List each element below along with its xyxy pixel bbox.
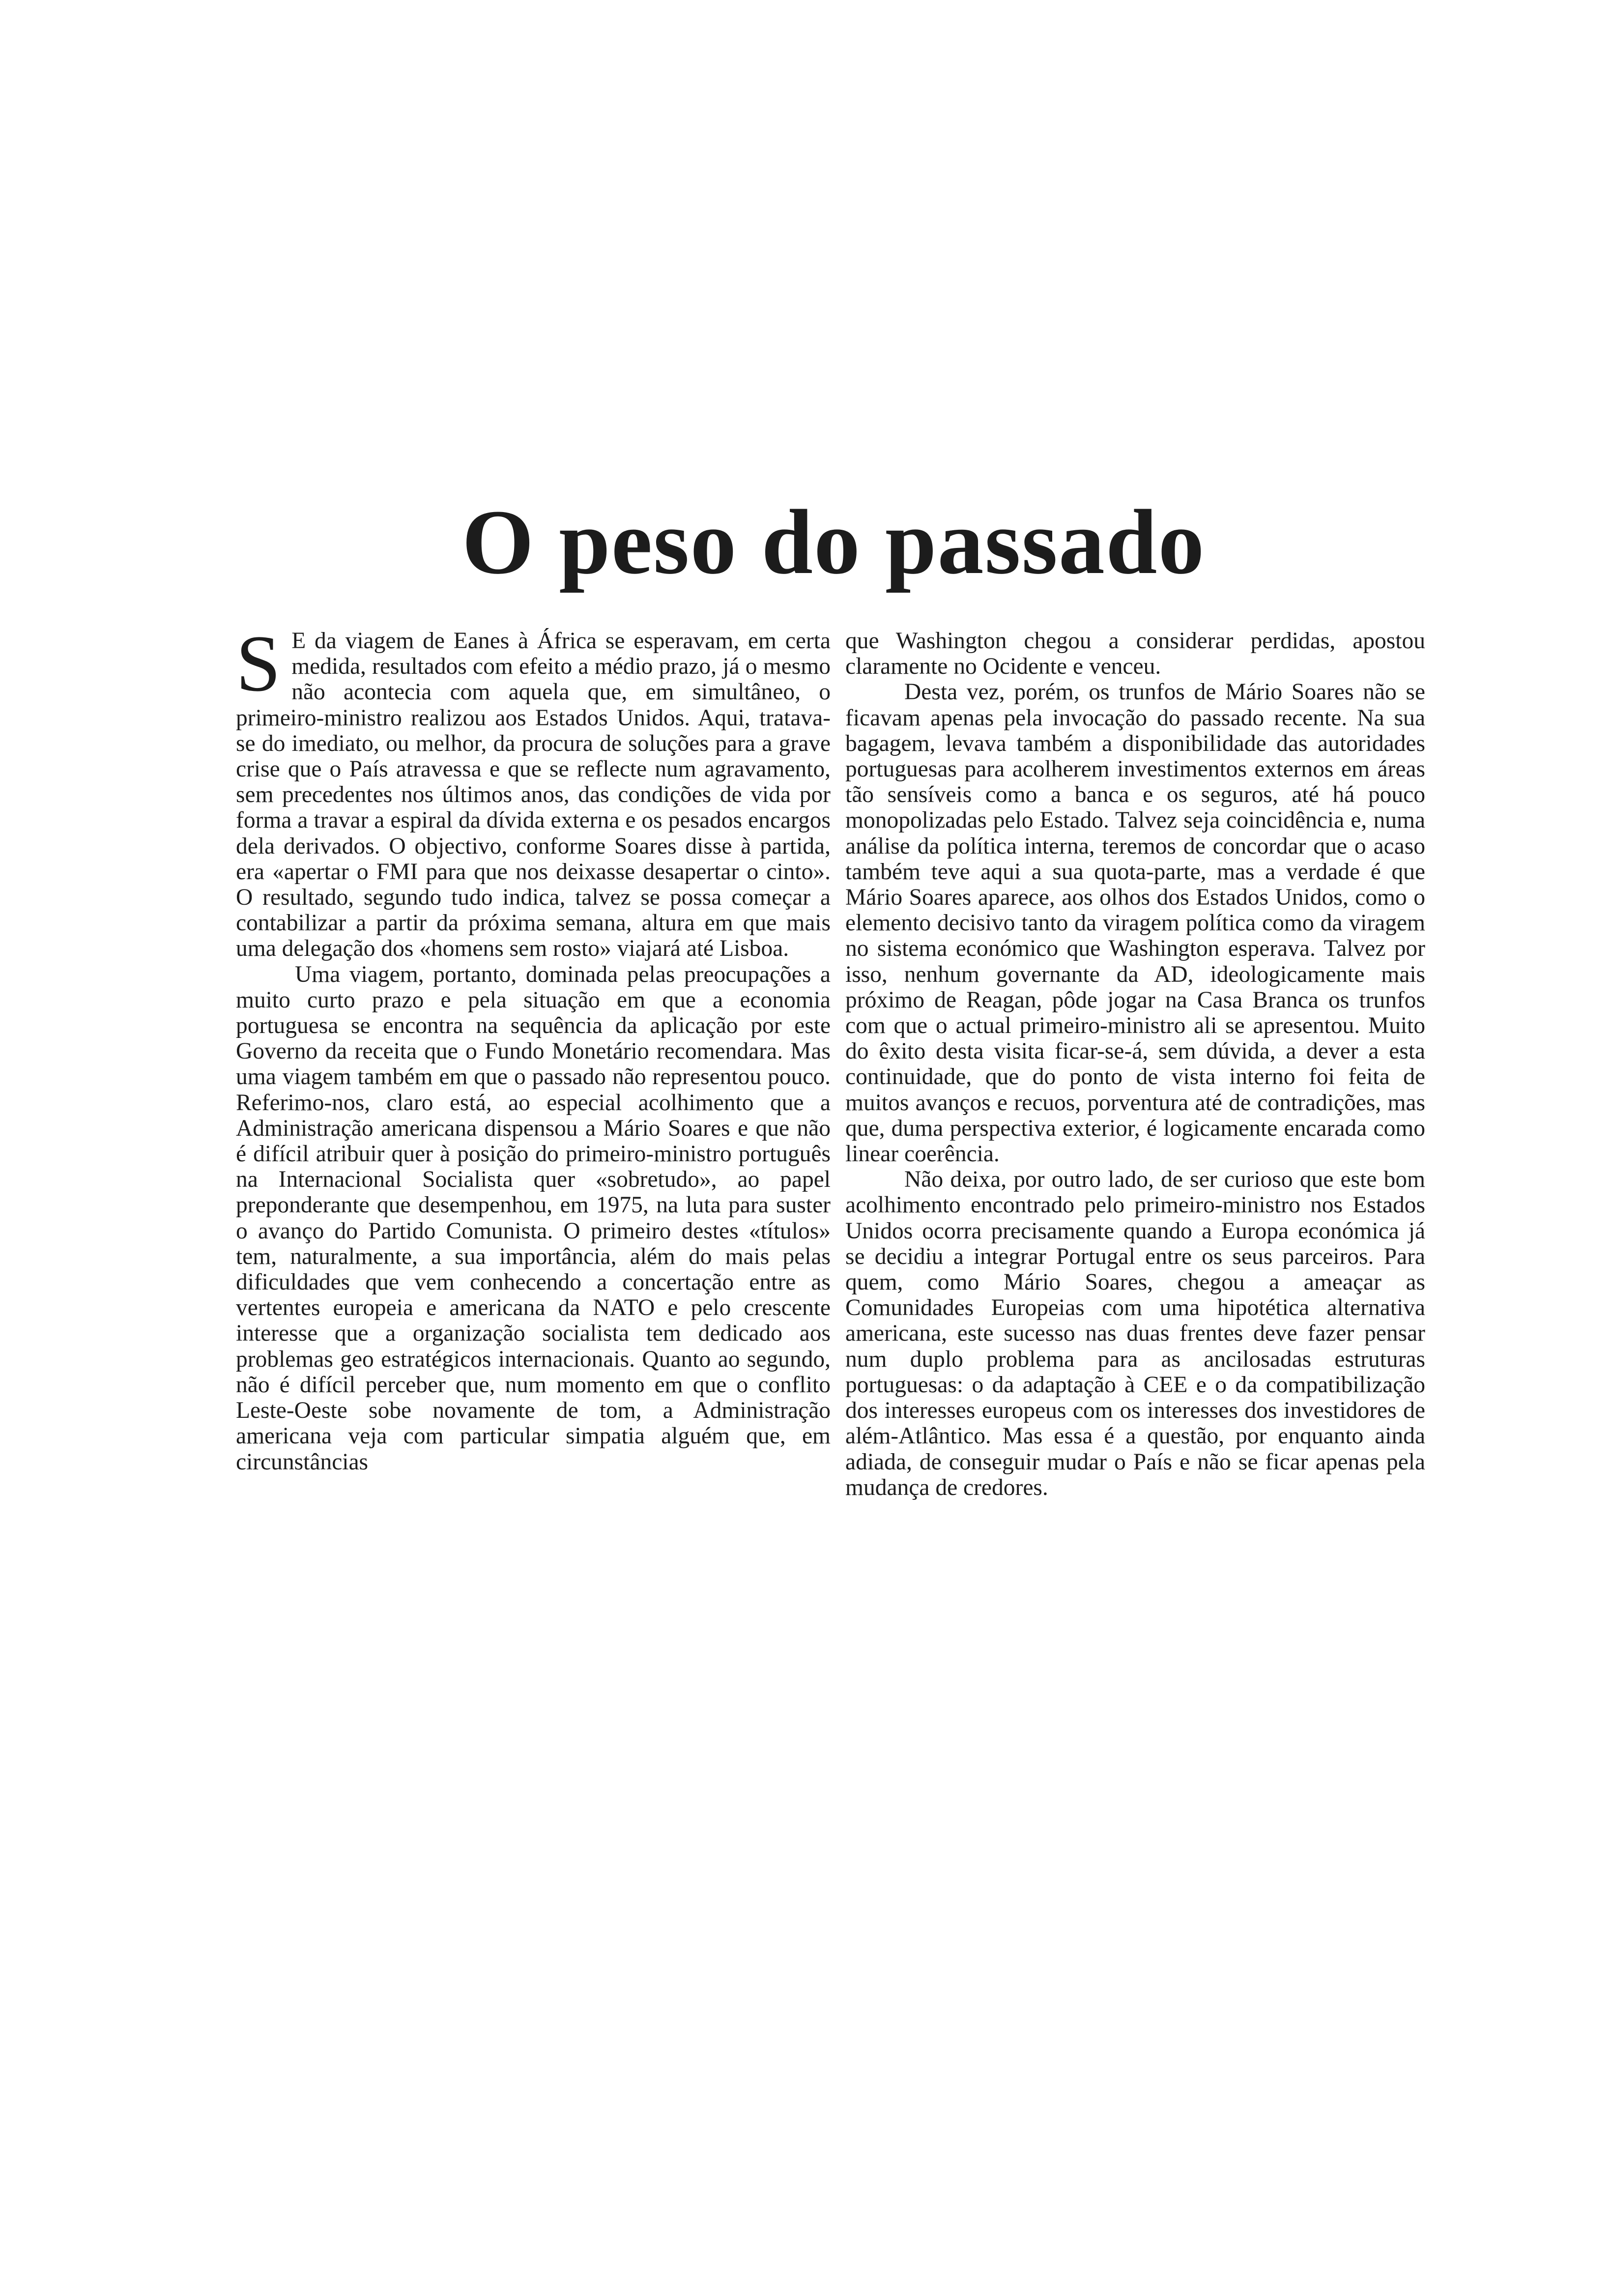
paragraph-1-text: E da viagem de Eanes à África se esperavam, em certa medida, resultados com efeito a médio prazo, já o mesmo não acontecia com aquela que, em simultâneo, o primeiro-ministro realizou aos Estados Unidos. Aqui, tratava-se do imediato, ou melhor, da procura de soluções para a grave crise que o País atravessa e que se reflecte num agravamento, sem precedentes nos últimos anos, das condições de vida por forma a travar a espiral da dívida externa e os pesados encargos dela derivados. O objectivo, conforme Soares disse à partida, era «apertar o FMI para que nos deixasse desapertar o cinto». O resultado, segundo tudo indica, talvez se possa começar a contabilizar a partir da próxima semana, altura em que mais uma delegação dos «homens sem rosto» viajará até Lisboa. xyxy=(236,628,831,962)
drop-cap: S xyxy=(236,619,281,708)
paragraph-2: Uma viagem, portanto, dominada pelas preocupações a muito curto prazo e pela situação em que a economia portuguesa se encontra na sequência da aplicação por este Governo da receita que o Fundo Monetário recomendara. Mas uma viagem também em que o passado não representou pouco. Referimo-nos, claro está, ao especial acolhimento que a Administração americana dispensou a Mário Soares e que não é difícil atribuir quer à posição do primeiro-ministro português na Internacional Socialista quer «sobretudo», ao papel preponderante que desempenhou, em 1975, na luta para suster o avanço do Partido Comunista. O primeiro destes «títulos» tem, naturalmente, a sua importância, além do mais pelas dificuldades que vem conhecendo a concertação entre as vertentes europeia e americana da NATO e pelo crescente interesse que a organização socialista tem dedicado aos problemas geo estratégicos internacionais. Quanto ao segundo, não é difícil perceber que, num momento em que o conflito Leste-Oeste sobe novamente de tom, a Administração americana veja com particular simpatia alguém que, em circunstâncias xyxy=(236,961,831,1475)
article-title: O peso do passado xyxy=(462,490,1206,593)
paragraph-4: Não deixa, por outro lado, de ser curioso que este bom acolhimento encontrado pelo primeiro-ministro nos Estados Unidos ocorra precisamente quando a Europa económica já se decidiu a integrar Portugal entre os seus parceiros. Para quem, como Mário Soares, chegou a ameaçar as Comunidades Europeias com uma hipotética alternativa americana, este sucesso nas duas frentes deve fazer pensar num duplo problema para as ancilosadas estruturas portuguesas: o da adaptação à CEE e o da compatibilização dos interesses europeus com os interesses dos investidores de além-Atlântico. Mas essa é a questão, por enquanto ainda adiada, de conseguir mudar o País e não se ficar apenas pela mudança de credores. xyxy=(845,1167,1425,1500)
paragraph-3: Desta vez, porém, os trunfos de Mário Soares não se ficavam apenas pela invocação do passado recente. Na sua bagagem, levava também a disponibilidade das autoridades portuguesas para acolherem investimentos externos em áreas tão sensíveis como a banca e os seguros, até há pouco monopolizadas pelo Estado. Talvez seja coincidência e, numa análise da política interna, teremos de concordar que o acaso também teve aqui a sua quota-parte, mas a verdade é que Mário Soares aparece, aos olhos dos Estados Unidos, como o elemento decisivo tanto da viragem política como da viragem no sistema económico que Washington esperava. Talvez por isso, nenhum governante da AD, ideologicamente mais próximo de Reagan, pôde jogar na Casa Branca os trunfos com que o actual primeiro-ministro ali se apresentou. Muito do êxito desta visita ficar-se-á, sem dúvida, a dever a esta continuidade, que do ponto de vista interno foi feita de muitos avanços e recuos, porventura até de contradições, mas que, duma perspectiva exterior, é logicamente encarada como linear coerência. xyxy=(845,679,1425,1167)
article-column-right xyxy=(845,628,1425,1500)
article-column-left xyxy=(236,619,831,1475)
paragraph-2-continued: que Washington chegou a considerar perdidas, apostou claramente no Ocidente e venceu. xyxy=(845,628,1425,680)
paragraph-1 xyxy=(236,619,831,962)
